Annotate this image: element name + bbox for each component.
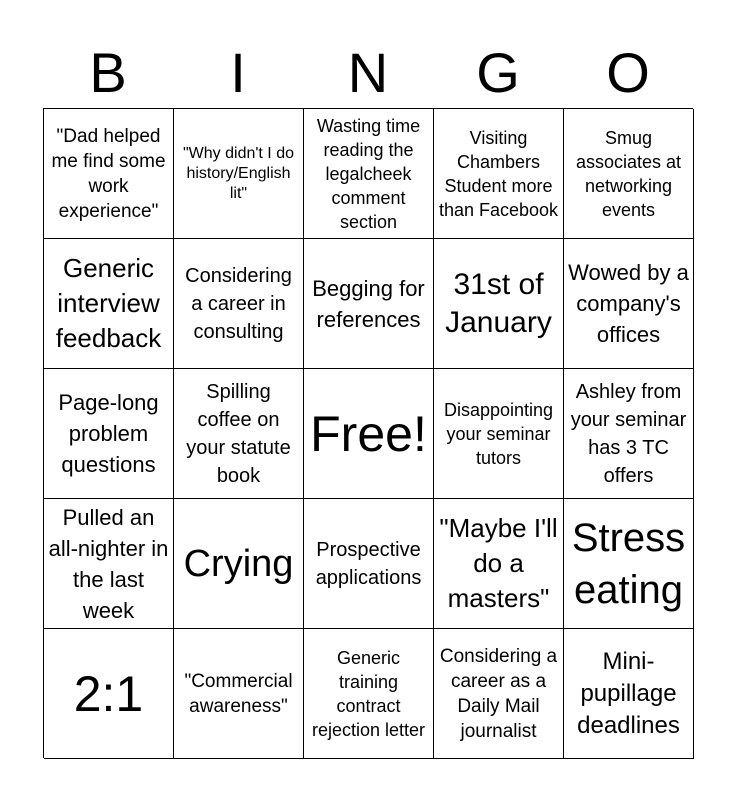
header-letter-g: G <box>476 41 520 104</box>
bingo-cell-r4c3[interactable] <box>434 629 564 759</box>
bingo-cell-r0c0[interactable] <box>44 109 174 239</box>
bingo-cell-r0c3[interactable] <box>434 109 564 239</box>
bingo-cell-r2c3[interactable] <box>434 369 564 499</box>
free-space-label: Free! <box>310 405 427 462</box>
bingo-cell-r0c2[interactable] <box>304 109 434 239</box>
bingo-cell-r1c2[interactable] <box>304 239 434 369</box>
bingo-header <box>43 40 693 106</box>
cell-text: Generic training contract rejection letter <box>311 647 426 740</box>
bingo-cell-r1c1[interactable] <box>174 239 304 369</box>
cell-text: Smug associates at networking events <box>575 127 682 220</box>
header-letter-o: O <box>606 41 650 104</box>
cell-text: "Why didn't I do history/English lit" <box>182 144 294 202</box>
cell-text: 2:1 <box>73 665 144 722</box>
cell-text: Mini-pupillage deadlines <box>577 647 680 739</box>
cell-text: Visiting Chambers Student more than Facebook <box>438 127 559 220</box>
cell-text: Wasting time reading the legalcheek comment section <box>316 115 421 232</box>
bingo-cell-r1c0[interactable] <box>44 239 174 369</box>
cell-text: Generic interview feedback <box>55 253 162 353</box>
cell-text: Wowed by a company's offices <box>568 260 689 347</box>
cell-text: Pulled an all-nighter in the last week <box>48 504 169 623</box>
bingo-cell-r3c3[interactable] <box>434 499 564 629</box>
cell-text: Considering a career in consulting <box>185 264 292 343</box>
bingo-cell-r0c4[interactable] <box>564 109 694 239</box>
bingo-cell-r3c4[interactable] <box>564 499 694 629</box>
cell-text: Disappointing your seminar tutors <box>443 399 554 468</box>
header-letter-b: B <box>89 41 127 104</box>
cell-text: Stress eating <box>571 515 686 612</box>
bingo-cell-r1c4[interactable] <box>564 239 694 369</box>
bingo-cell-r0c1[interactable] <box>174 109 304 239</box>
bingo-cell-r4c1[interactable] <box>174 629 304 759</box>
cell-text: "Dad helped me find some work experience" <box>51 125 166 222</box>
header-letter-i: I <box>230 41 246 104</box>
cell-text: 31st of January <box>445 267 552 339</box>
cell-text: "Maybe I'll do a masters" <box>439 513 558 613</box>
cell-text: Ashley from your seminar has 3 TC offers <box>570 380 687 487</box>
cell-text: Spilling coffee on your statute book <box>186 380 291 487</box>
cell-text: Considering a career as a Daily Mail journalist <box>439 645 558 742</box>
bingo-grid <box>43 108 693 758</box>
cell-text: Crying <box>183 542 294 585</box>
cell-text: Prospective applications <box>315 538 422 589</box>
bingo-cell-r4c2[interactable] <box>304 629 434 759</box>
bingo-cell-r3c1[interactable] <box>174 499 304 629</box>
bingo-cell-r3c0[interactable] <box>44 499 174 629</box>
cell-text: "Commercial awareness" <box>184 670 293 717</box>
bingo-cell-r3c2[interactable] <box>304 499 434 629</box>
bingo-cell-r1c3[interactable] <box>434 239 564 369</box>
bingo-cell-r2c4[interactable] <box>564 369 694 499</box>
header-letter-n: N <box>347 41 389 104</box>
cell-text: Begging for references <box>312 275 425 332</box>
bingo-cell-free[interactable] <box>304 369 434 499</box>
cell-text: Page-long problem questions <box>58 390 159 477</box>
bingo-cell-r4c0[interactable] <box>44 629 174 759</box>
bingo-cell-r4c4[interactable] <box>564 629 694 759</box>
bingo-cell-r2c0[interactable] <box>44 369 174 499</box>
bingo-cell-r2c1[interactable] <box>174 369 304 499</box>
